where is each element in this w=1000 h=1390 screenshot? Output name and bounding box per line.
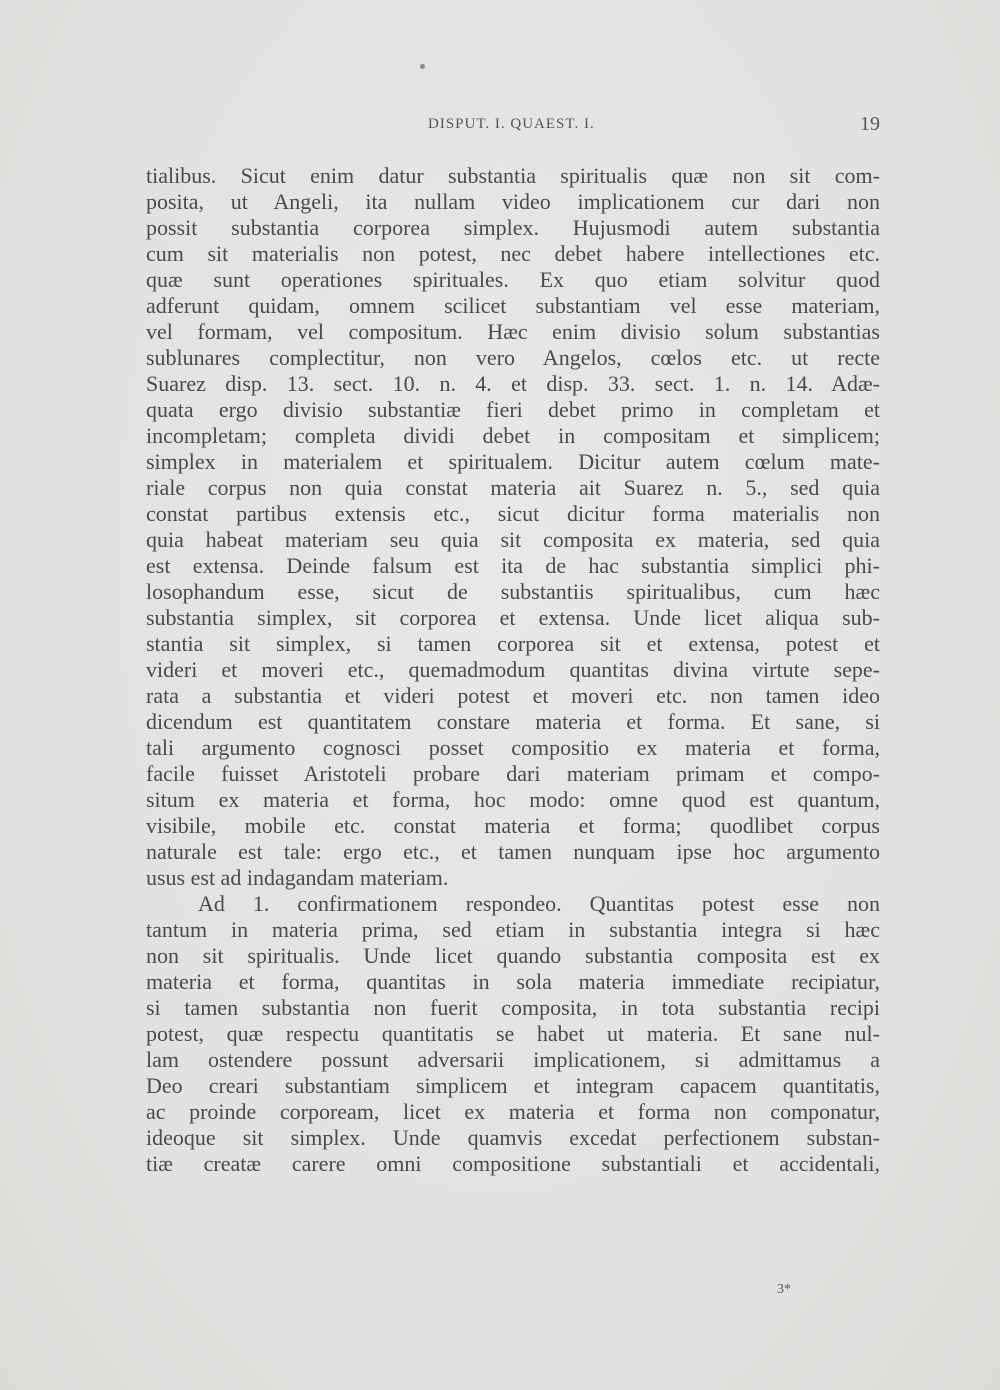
text-line: videri et moveri etc., quemadmodum quantitas divina virtute sepe- xyxy=(146,657,880,682)
text-line: cum sit materialis non potest, nec debet habere intellectiones etc. xyxy=(146,241,880,266)
text-line: potest, quæ respectu quantitatis se habet ut materia. Et sane nul- xyxy=(146,1021,880,1046)
ink-speck xyxy=(420,64,425,69)
text-line: adferunt quidam, omnem scilicet substantiam vel esse materiam, xyxy=(146,293,880,318)
text-line: riale corpus non quia constat materia ait Suarez n. 5., sed quia xyxy=(146,475,880,500)
text-line: materia et forma, quantitas in sola materia immediate recipiatur, xyxy=(146,969,880,994)
running-header xyxy=(0,113,1000,140)
text-line: stantia sit simplex, si tamen corporea sit et extensa, potest et xyxy=(146,631,880,656)
paragraph-end-line: usus est ad indagandam materiam. xyxy=(146,865,449,890)
text-line: tali argumento cognosci posset compositio ex materia et forma, xyxy=(146,735,880,760)
text-line: situm ex materia et forma, hoc modo: omne quod est quantum, xyxy=(146,787,880,812)
text-line: ac proinde corpoream, licet ex materia et forma non componatur, xyxy=(146,1099,880,1124)
text-line: non sit spiritualis. Unde licet quando substantia composita est ex xyxy=(146,943,880,968)
text-line: visibile, mobile etc. constat materia et forma; quodlibet corpus xyxy=(146,813,880,838)
text-line: Deo creari substantiam simplicem et integram capacem quantitatis, xyxy=(146,1073,880,1098)
text-line: Suarez disp. 13. sect. 10. n. 4. et disp. 33. sect. 1. n. 14. Adæ- xyxy=(146,371,880,396)
text-line: naturale est tale: ergo etc., et tamen nunquam ipse hoc argumento xyxy=(146,839,880,864)
text-line: vel formam, vel compositum. Hæc enim divisio solum substantias xyxy=(146,319,880,344)
body-text xyxy=(146,163,880,1177)
page-number: 19 xyxy=(860,113,880,135)
paragraph-start-line: Ad 1. confirmationem respondeo. Quantitas potest esse non xyxy=(198,891,880,916)
text-line: si tamen substantia non fuerit composita, in tota substantia recipi xyxy=(146,995,880,1020)
text-line: sublunares complectitur, non vero Angelos, cœlos etc. ut recte xyxy=(146,345,880,370)
text-line: possit substantia corporea simplex. Hujusmodi autem substantia xyxy=(146,215,880,240)
text-line: dicendum est quantitatem constare materia et forma. Et sane, si xyxy=(146,709,880,734)
text-line: lam ostendere possunt adversarii implicationem, si admittamus a xyxy=(146,1047,880,1072)
text-line: tantum in materia prima, sed etiam in substantia integra si hæc xyxy=(146,917,880,942)
text-line: incompletam; completa dividi debet in compositam et simplicem; xyxy=(146,423,880,448)
running-title: DISPUT. I. QUAEST. I. xyxy=(428,116,595,132)
text-line: rata a substantia et videri potest et moveri etc. non tamen ideo xyxy=(146,683,880,708)
text-line: substantia simplex, sit corporea et extensa. Unde licet aliqua sub- xyxy=(146,605,880,630)
text-line: est extensa. Deinde falsum est ita de hac substantia simplici phi- xyxy=(146,553,880,578)
text-line: facile fuisset Aristoteli probare dari materiam primam et compo- xyxy=(146,761,880,786)
text-line: constat partibus extensis etc., sicut dicitur forma materialis non xyxy=(146,501,880,526)
text-line: tiæ creatæ carere omni compositione substantiali et accidentali, xyxy=(146,1151,880,1176)
text-line: simplex in materialem et spiritualem. Dicitur autem cœlum mate- xyxy=(146,449,880,474)
text-line: quata ergo divisio substantiæ fieri debet primo in completam et xyxy=(146,397,880,422)
text-line: quæ sunt operationes spirituales. Ex quo etiam solvitur quod xyxy=(146,267,880,292)
text-line: tialibus. Sicut enim datur substantia spiritualis quæ non sit com- xyxy=(146,163,880,188)
text-line: losophandum esse, sicut de substantiis spiritualibus, cum hæc xyxy=(146,579,880,604)
text-line: ideoque sit simplex. Unde quamvis excedat perfectionem substan- xyxy=(146,1125,880,1150)
text-line: posita, ut Angeli, ita nullam video implicationem cur dari non xyxy=(146,189,880,214)
text-line: quia habeat materiam seu quia sit composita ex materia, sed quia xyxy=(146,527,880,552)
signature-mark: 3* xyxy=(777,1282,791,1297)
